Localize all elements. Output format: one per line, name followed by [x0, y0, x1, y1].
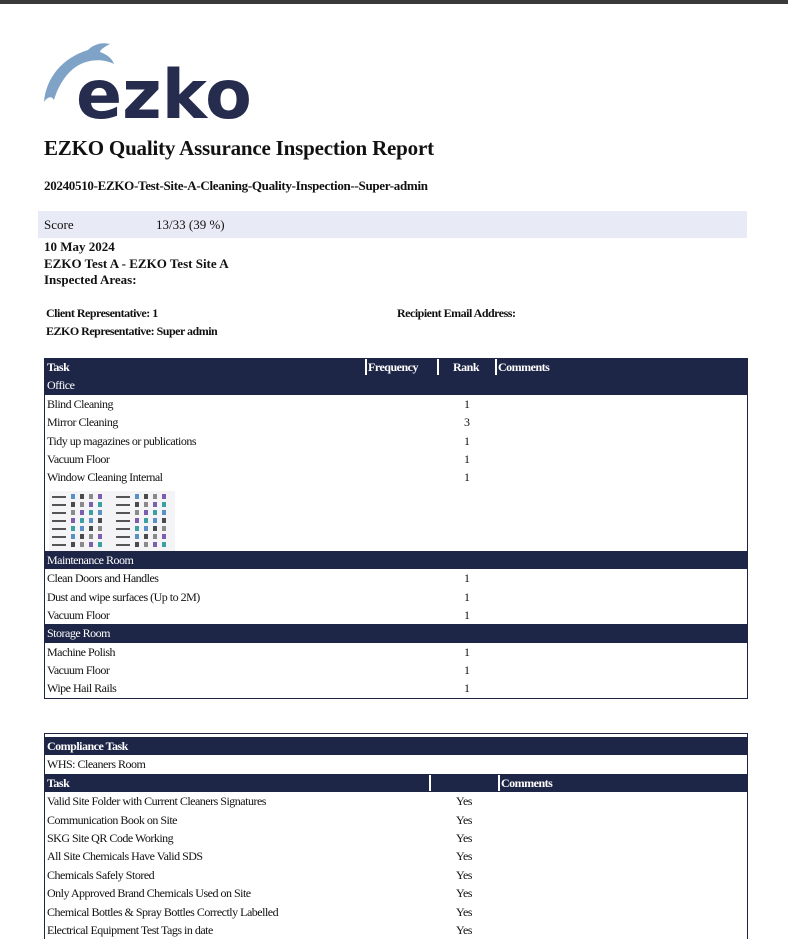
window-top-bar	[0, 0, 788, 4]
compliance-task: Chemicals Safely Stored	[47, 867, 155, 882]
recipient-email: Recipient Email Address:	[397, 306, 516, 320]
compliance-subtitle: WHS: Cleaners Room	[47, 757, 146, 772]
report-date: 10 May 2024	[44, 239, 115, 254]
compliance-task: All Site Chemicals Have Valid SDS	[47, 849, 203, 864]
section-title: Office	[47, 378, 75, 393]
compliance-value: Yes	[456, 904, 472, 919]
task-rank: 1	[464, 681, 470, 696]
compliance-value: Yes	[456, 922, 472, 937]
task-rank: 1	[464, 470, 470, 485]
task-name: Machine Polish	[47, 644, 115, 659]
table-row	[45, 847, 747, 865]
inspected-areas-label: Inspected Areas:	[44, 272, 137, 287]
header-comments: Comments	[498, 360, 550, 374]
task-name: Vacuum Floor	[47, 663, 110, 678]
task-name: Wipe Hail Rails	[47, 681, 117, 696]
compliance-task: SKG Site QR Code Working	[47, 830, 174, 845]
table-row	[45, 395, 747, 413]
compliance-task: Electrical Equipment Test Tags in date	[47, 922, 213, 937]
compliance-title-row	[45, 737, 747, 755]
attached-photo-row	[45, 487, 747, 551]
table-row	[45, 811, 747, 829]
compliance-task: Communication Book on Site	[47, 812, 177, 827]
task-rank: 1	[464, 663, 470, 678]
section-title: Maintenance Room	[47, 552, 134, 567]
header-rank: Rank	[453, 360, 480, 374]
task-rank: 1	[464, 433, 470, 448]
table-row	[45, 903, 747, 921]
logo-wordmark: ezko	[76, 56, 252, 124]
score-bar	[38, 211, 747, 238]
table-row	[45, 792, 747, 810]
compliance-value: Yes	[456, 867, 472, 882]
task-rank: 1	[464, 589, 470, 604]
table-row	[45, 588, 747, 606]
table-row	[45, 413, 747, 431]
task-name: Vacuum Floor	[47, 607, 110, 622]
table-row	[45, 921, 747, 939]
table-row	[45, 468, 747, 486]
dolphin-icon	[40, 38, 290, 124]
compliance-task: Only Approved Brand Chemicals Used on Site	[47, 886, 251, 901]
attached-photo-thumbnail[interactable]	[49, 491, 175, 551]
header-comments: Comments	[501, 775, 553, 790]
task-name: Dust and wipe surfaces (Up to 2M)	[47, 589, 200, 604]
task-rank: 1	[464, 607, 470, 622]
section-office	[45, 376, 747, 394]
compliance-value: Yes	[456, 812, 472, 827]
compliance-task: Chemical Bottles & Spray Bottles Correctly Labelled	[47, 904, 279, 919]
table-row	[45, 450, 747, 468]
task-name: Mirror Cleaning	[47, 415, 118, 430]
compliance-value: Yes	[456, 849, 472, 864]
score-value: 13/33 (39 %)	[156, 217, 225, 232]
table-row	[45, 829, 747, 847]
tasks-table	[44, 358, 748, 699]
task-name: Window Cleaning Internal	[47, 470, 163, 485]
report-title: EZKO Quality Assurance Inspection Report	[44, 136, 434, 160]
ezko-logo	[40, 38, 290, 124]
table-row	[45, 884, 747, 902]
section-storage-room	[45, 624, 747, 642]
compliance-table-header	[45, 774, 747, 792]
compliance-subtitle-row	[45, 755, 747, 773]
task-rank: 1	[464, 451, 470, 466]
score-label: Score	[44, 217, 74, 232]
compliance-value: Yes	[456, 830, 472, 845]
compliance-table	[44, 733, 748, 939]
table-row	[45, 569, 747, 587]
compliance-value: Yes	[456, 794, 472, 809]
site-name: EZKO Test A - EZKO Test Site A	[44, 256, 229, 271]
table-row	[45, 679, 747, 697]
compliance-title: Compliance Task	[47, 739, 128, 753]
table-row	[45, 432, 747, 450]
table-row	[45, 643, 747, 661]
header-frequency: Frequency	[368, 360, 418, 374]
header-task: Task	[47, 775, 70, 790]
table-row	[45, 606, 747, 624]
task-rank: 1	[464, 644, 470, 659]
client-representative: Client Representative: 1	[46, 306, 158, 320]
task-rank: 1	[464, 571, 470, 586]
task-rank: 1	[464, 396, 470, 411]
ezko-representative: EZKO Representative: Super admin	[46, 324, 218, 338]
task-name: Tidy up magazines or publications	[47, 433, 197, 448]
section-title: Storage Room	[47, 626, 110, 641]
compliance-value: Yes	[456, 886, 472, 901]
table-row	[45, 866, 747, 884]
report-id: 20240510-EZKO-Test-Site-A-Cleaning-Quality-Inspection--Super-admin	[44, 178, 428, 193]
table-row	[45, 661, 747, 679]
task-rank: 3	[464, 415, 470, 430]
compliance-task: Valid Site Folder with Current Cleaners Signatures	[47, 794, 266, 809]
header-task: Task	[47, 360, 70, 374]
task-name: Vacuum Floor	[47, 451, 110, 466]
task-name: Blind Cleaning	[47, 396, 113, 411]
section-maintenance-room	[45, 551, 747, 569]
tasks-table-header	[45, 358, 747, 376]
task-name: Clean Doors and Handles	[47, 571, 159, 586]
